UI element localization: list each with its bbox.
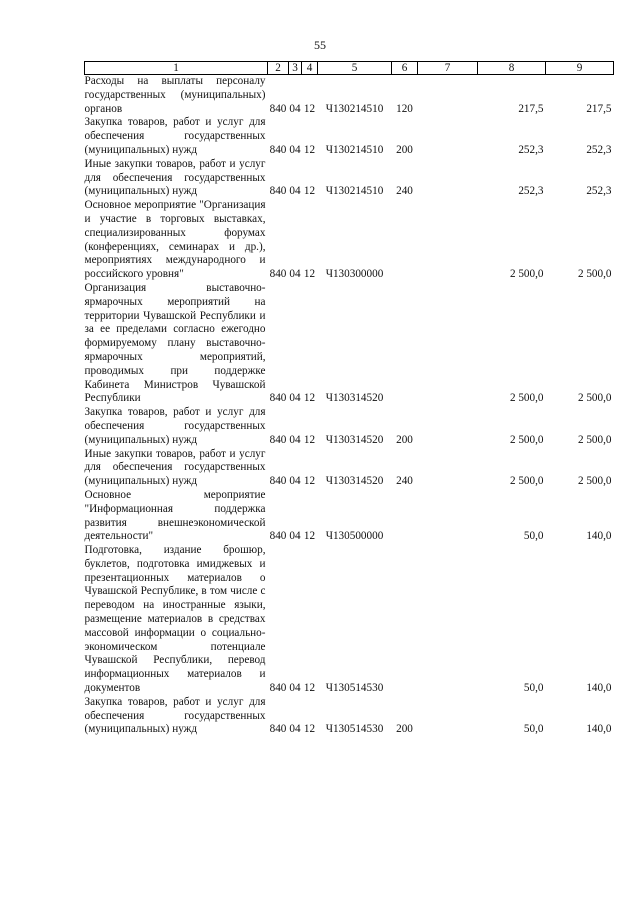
row-amount-8: 50,0 — [523, 530, 544, 543]
header-col-4: 4 — [302, 62, 318, 75]
row-section: 04 — [289, 102, 301, 115]
row-target-code: Ч130214510 — [325, 102, 384, 115]
row-name: Закупка товаров, работ и услуг для обеспечения государственных (муниципальных) нужд — [84, 116, 266, 156]
row-amount-8: 50,0 — [523, 723, 544, 736]
table-header — [85, 62, 614, 75]
row-amount-9: 2 500,0 — [577, 268, 612, 281]
row-target-code: Ч130300000 — [325, 268, 384, 281]
row-col-7 — [418, 116, 478, 157]
row-amount-8: 2 500,0 — [509, 392, 544, 405]
row-expense-type: 200 — [396, 143, 413, 156]
row-target-code: Ч130214510 — [325, 185, 384, 198]
header-col-2: 2 — [268, 62, 289, 75]
row-expense-type: 240 — [396, 185, 413, 198]
row-amount-8: 217,5 — [518, 102, 544, 115]
header-col-1: 1 — [85, 62, 268, 75]
row-col-7 — [418, 199, 478, 282]
row-expense-type — [392, 489, 418, 544]
row-col-7 — [418, 282, 478, 406]
row-section: 04 — [289, 143, 301, 156]
row-expense-type: 200 — [396, 433, 413, 446]
table-row — [85, 116, 614, 157]
header-col-7: 7 — [418, 62, 478, 75]
row-amount-9: 252,3 — [586, 143, 612, 156]
row-amount-9: 217,5 — [586, 102, 612, 115]
row-section: 04 — [289, 392, 301, 405]
table-row — [85, 75, 614, 117]
table-row — [85, 544, 614, 696]
row-target-code: Ч130514530 — [325, 723, 384, 736]
row-amount-8: 252,3 — [518, 143, 544, 156]
row-amount-9: 140,0 — [586, 530, 612, 543]
header-col-9: 9 — [546, 62, 614, 75]
row-ministry-code: 840 — [269, 433, 287, 446]
row-amount-8: 2 500,0 — [509, 433, 544, 446]
row-section: 04 — [289, 682, 301, 695]
row-col-7 — [418, 158, 478, 199]
row-section: 04 — [289, 268, 301, 281]
row-amount-9: 2 500,0 — [577, 392, 612, 405]
row-amount-9: 140,0 — [586, 723, 612, 736]
row-col-7 — [418, 544, 478, 696]
table-row — [85, 282, 614, 406]
row-col-7 — [418, 696, 478, 737]
row-subsection: 12 — [303, 723, 316, 736]
table-row — [85, 489, 614, 544]
row-subsection: 12 — [303, 475, 316, 488]
row-amount-9: 2 500,0 — [577, 475, 612, 488]
row-subsection: 12 — [303, 102, 316, 115]
row-col-7 — [418, 406, 478, 447]
row-col-7 — [418, 75, 478, 117]
row-section: 04 — [289, 475, 301, 488]
row-target-code: Ч130214510 — [325, 143, 384, 156]
row-name: Подготовка, издание брошюр, буклетов, подготовка имиджевых и презентационных материалов о Чувашской Республике, в том числе с переводом на иностранные языки, размещение материалов в средствах массовой информации о социально-экономическом потенциале Чувашской Республики, перевод информационных материалов и документов — [84, 544, 266, 695]
row-subsection: 12 — [303, 143, 316, 156]
row-ministry-code: 840 — [269, 392, 287, 405]
row-ministry-code: 840 — [269, 185, 287, 198]
row-section: 04 — [289, 433, 301, 446]
table-row — [85, 448, 614, 489]
row-amount-8: 252,3 — [518, 185, 544, 198]
row-ministry-code: 840 — [269, 102, 287, 115]
row-subsection: 12 — [303, 392, 316, 405]
header-col-3: 3 — [289, 62, 302, 75]
row-expense-type: 240 — [396, 475, 413, 488]
header-col-6: 6 — [392, 62, 418, 75]
row-name: Организация выставочно-ярмарочных мероприятий на территории Чувашской Республики и за ее пределами согласно ежегодно формируемому плану выставочно-ярмарочных мероприятий, проводимых при поддержке Кабинета Министров Чувашской Республики — [84, 281, 266, 405]
row-subsection: 12 — [303, 682, 316, 695]
row-ministry-code: 840 — [269, 475, 287, 488]
row-target-code: Ч130500000 — [325, 530, 384, 543]
row-amount-9: 140,0 — [586, 682, 612, 695]
table-body — [85, 75, 614, 738]
row-amount-9: 252,3 — [586, 185, 612, 198]
row-amount-8: 2 500,0 — [509, 268, 544, 281]
row-subsection: 12 — [303, 530, 316, 543]
row-name: Закупка товаров, работ и услуг для обеспечения государственных (муниципальных) нужд — [84, 406, 266, 446]
row-name: Закупка товаров, работ и услуг для обеспечения государственных (муниципальных) нужд — [84, 695, 266, 736]
row-target-code: Ч130314520 — [325, 392, 384, 405]
row-amount-8: 2 500,0 — [509, 475, 544, 488]
row-ministry-code: 840 — [269, 143, 287, 156]
row-ministry-code: 840 — [269, 682, 287, 695]
page-number: 55 — [314, 38, 326, 52]
row-name: Иные закупки товаров, работ и услуг для обеспечения государственных (муниципальных) нужд — [84, 157, 266, 198]
row-expense-type — [392, 199, 418, 282]
row-ministry-code: 840 — [269, 268, 287, 281]
row-expense-type — [392, 282, 418, 406]
header-col-5: 5 — [318, 62, 392, 75]
row-ministry-code: 840 — [269, 530, 287, 543]
budget-table — [84, 61, 614, 737]
row-expense-type — [392, 544, 418, 696]
row-target-code: Ч130514530 — [325, 682, 384, 695]
row-name: Иные закупки товаров, работ и услуг для обеспечения государственных (муниципальных) нужд — [84, 447, 266, 488]
row-target-code: Ч130314520 — [325, 433, 384, 446]
row-amount-9: 2 500,0 — [577, 433, 612, 446]
row-name: Основное мероприятие "Организация и участие в торговых выставках, специализированных форумах (конференциях, семинарах и др.), мероприятиях международного и российского уровня" — [84, 199, 266, 281]
row-col-7 — [418, 448, 478, 489]
row-target-code: Ч130314520 — [325, 475, 384, 488]
header-row — [85, 62, 614, 75]
row-section: 04 — [289, 723, 301, 736]
row-amount-8: 50,0 — [523, 682, 544, 695]
header-col-8: 8 — [478, 62, 546, 75]
row-subsection: 12 — [303, 185, 316, 198]
table-row — [85, 696, 614, 737]
row-ministry-code: 840 — [269, 723, 287, 736]
row-expense-type: 200 — [396, 723, 413, 736]
row-subsection: 12 — [303, 268, 316, 281]
row-expense-type: 120 — [396, 102, 413, 115]
row-subsection: 12 — [303, 433, 316, 446]
row-name: Расходы на выплаты персоналу государственных (муниципальных) органов — [84, 75, 266, 115]
table-row — [85, 406, 614, 447]
row-section: 04 — [289, 530, 301, 543]
row-name: Основное мероприятие "Информационная поддержка развития внешнеэкономической деятельности" — [84, 488, 266, 543]
row-section: 04 — [289, 185, 301, 198]
table-row — [85, 199, 614, 282]
row-col-7 — [418, 489, 478, 544]
table-row — [85, 158, 614, 199]
